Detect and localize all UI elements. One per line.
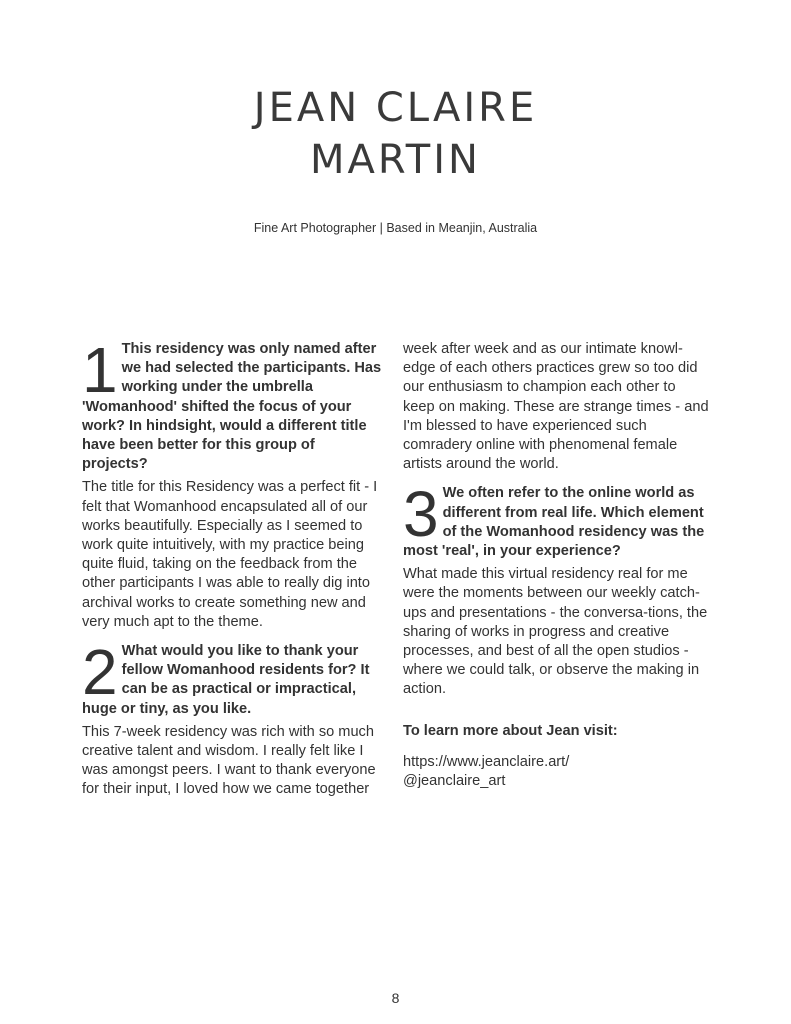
- question-block-2: [82, 636, 382, 800]
- subtitle: Fine Art Photographer | Based in Meanjin, Australia: [253, 221, 538, 235]
- question-2-text: What would you like to thank your fellow Womanhood residents for? It can be as practical or impractical, huge or tiny, as you like.: [82, 643, 370, 717]
- answer-2-text-part-1: This 7-week residency was rich with so much creative talent and wisdom. I really felt like I was amongst peers. I want to thank everyone for their input, I loved how we came together: [82, 723, 376, 798]
- learn-more-label: To learn more about Jean visit:: [403, 722, 618, 739]
- page-title: [0, 82, 791, 186]
- question-number-2: 2: [82, 636, 118, 709]
- social-handle-link[interactable]: @jeanclaire_art: [403, 773, 506, 790]
- question-block-3: [403, 478, 711, 699]
- title-line-2: MARTIN: [310, 137, 481, 183]
- question-number-3: 3: [403, 478, 439, 551]
- answer-1-text: The title for this Residency was a perfect fit - I felt that Womanhood encapsulated all of our works beautifully. Especially as I seemed to work quite intuitively, with my practice being quite fluid, taking on the feedback from the other participants I was able to really dig into archival works to create something new and very much apt to the theme.: [82, 479, 378, 630]
- question-3-text: We often refer to the online world as different from real life. Which element of the Womanhood residency was the most 'real', in your experience?: [403, 485, 705, 560]
- title-line-1: JEAN CLAIRE: [253, 85, 538, 131]
- question-number-1: 1: [82, 334, 118, 406]
- question-block-1: [82, 334, 382, 632]
- question-1-text: This residency was only named after we had selected the participants. Has working under the umbrella 'Womanhood' shifted the focus of your work? In hindsight, would a different title have been better for this group of projects?: [82, 341, 382, 473]
- answer-3-text: What made this virtual residency real for me were the moments between our weekly catch-ups and presentations - the conversa-tions, the sharing of works in progress and creative processes, and best of all the open studios - where we could talk, or observe the making in action.: [403, 566, 708, 698]
- left-column: [82, 334, 382, 810]
- page-number: 8: [391, 990, 400, 1006]
- right-column: [403, 340, 711, 791]
- website-link[interactable]: https://www.jeanclaire.art/: [403, 753, 570, 770]
- answer-2-text-part-2: week after week and as our intimate knowl-edge of each others practices grew so too did our enthusiasm to champion each other to keep on making. These are strange times - and I'm blessed to have experienced such comradery online with phenomenal female artists around the world.: [403, 341, 709, 473]
